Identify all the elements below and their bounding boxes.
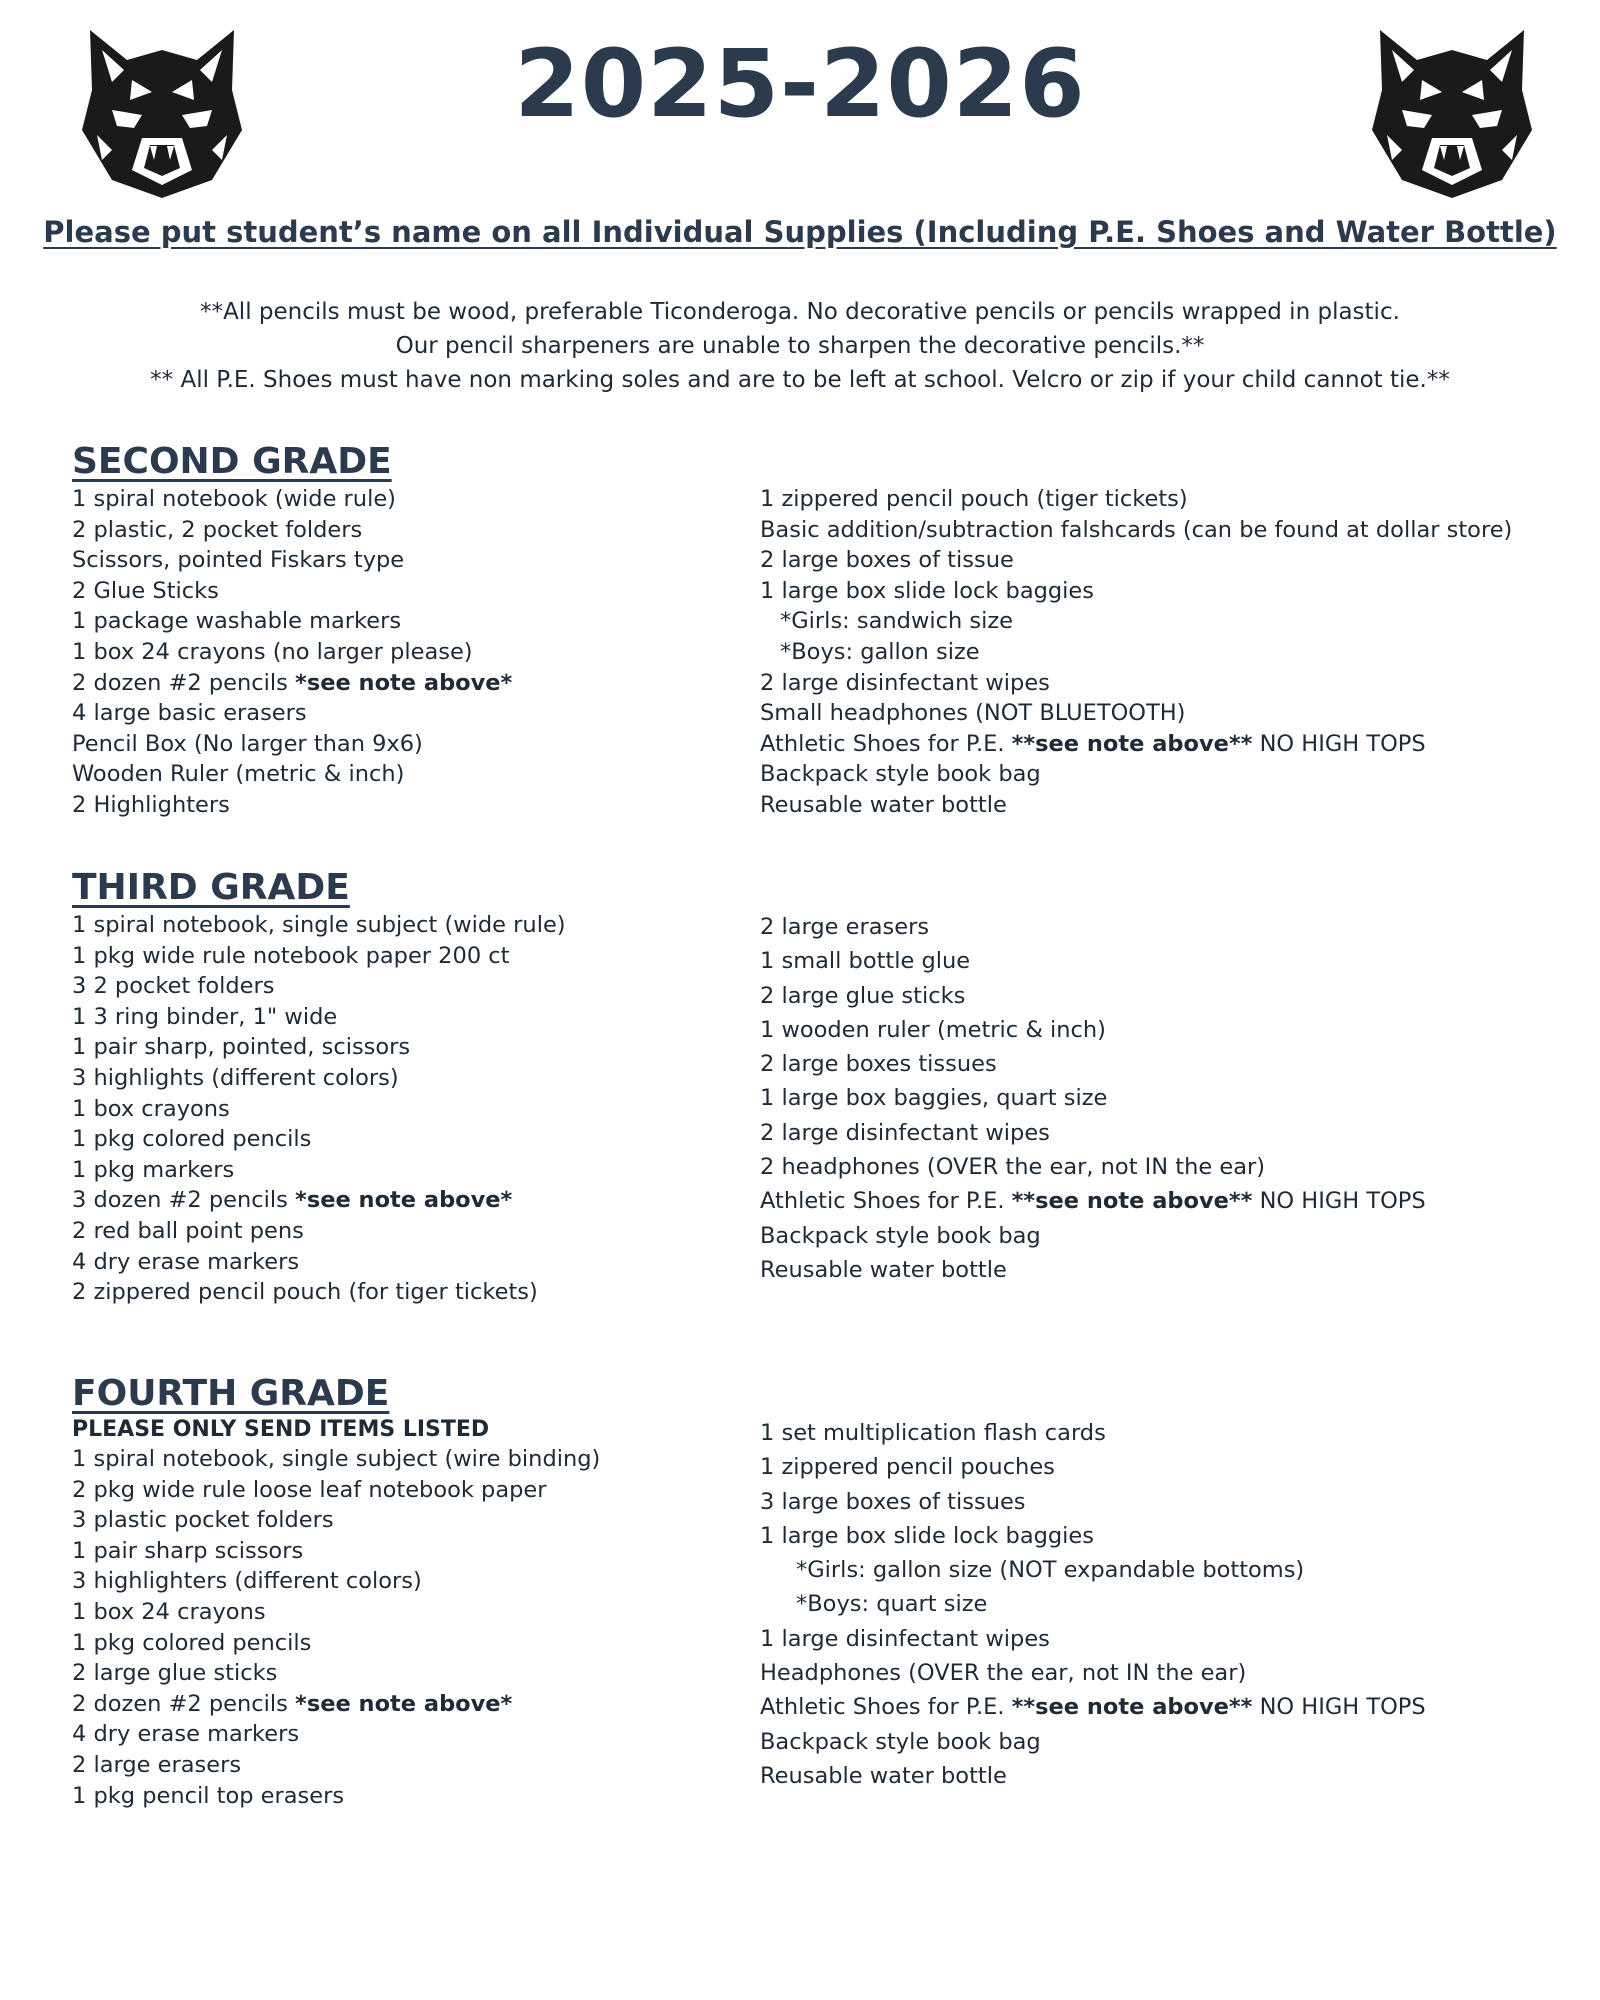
list-item: *Girls: sandwich size [780, 608, 1014, 635]
list-item: 1 box crayons [72, 1095, 230, 1122]
list-item: 2 plastic, 2 pocket folders [72, 516, 363, 543]
list-item: 1 spiral notebook (wide rule) [72, 486, 396, 512]
list-item: 4 dry erase markers [72, 1721, 300, 1748]
list-item: Athletic Shoes for P.E. **see note above** NO HIGH TOPS [760, 1694, 1426, 1721]
fourth-grade-title: FOURTH GRADE [72, 1373, 390, 1414]
second-grade-title: SECOND GRADE [72, 441, 392, 482]
list-item: 2 Glue Sticks [72, 577, 219, 604]
fourth-grade-subtitle: PLEASE ONLY SEND ITEMS LISTED [72, 1417, 490, 1442]
list-item: 2 large boxes tissues [760, 1051, 997, 1078]
second-grade-section [72, 440, 1552, 818]
list-item: 3 large boxes of tissues [760, 1488, 1026, 1515]
list-item: 1 large box slide lock baggies [760, 577, 1094, 604]
list-item: Reusable water bottle [760, 1762, 1007, 1789]
third-grade-section [72, 866, 1552, 1306]
list-item: 1 pkg colored pencils [72, 1629, 312, 1656]
list-item: 1 box 24 crayons (no larger please) [72, 638, 473, 665]
list-item: 2 large glue sticks [760, 982, 966, 1009]
note-line: **All pencils must be wood, preferable Ticonderoga. No decorative pencils or pencils wrapped in plastic. [200, 299, 1400, 325]
list-item: 2 zippered pencil pouch (for tiger tickets) [72, 1279, 538, 1306]
list-item: Headphones (OVER the ear, not IN the ear) [760, 1660, 1247, 1687]
list-item: Reusable water bottle [760, 791, 1007, 818]
list-item: *Boys: quart size [796, 1591, 988, 1618]
list-item: 2 large glue sticks [72, 1660, 278, 1687]
fourth-grade-section [72, 1372, 1552, 1809]
headline: Please put student’s name on all Individual Supplies (Including P.E. Shoes and Water Bottle) [43, 215, 1557, 249]
list-item: 4 large basic erasers [72, 700, 307, 727]
list-item: 1 pkg pencil top erasers [72, 1782, 345, 1809]
list-item: 3 highlights (different colors) [72, 1064, 399, 1091]
list-item: 2 headphones (OVER the ear, not IN the ear) [760, 1154, 1266, 1181]
note-line: Our pencil sharpeners are unable to sharpen the decorative pencils.** [395, 333, 1205, 359]
fourth-grade-left-list [72, 1444, 600, 1811]
list-item: 2 Highlighters [72, 791, 230, 818]
list-item: 2 large boxes of tissue [760, 547, 1014, 574]
list-item: 1 pkg wide rule notebook paper 200 ct [72, 942, 510, 969]
list-item: 3 2 pocket folders [72, 973, 275, 1000]
page-title: 2025-2026 [514, 30, 1086, 139]
list-item: Scissors, pointed Fiskars type [72, 547, 405, 574]
list-item: 1 pair sharp, pointed, scissors [72, 1034, 411, 1061]
list-item: 2 pkg wide rule loose leaf notebook paper [72, 1476, 547, 1503]
list-item: 2 large erasers [72, 1751, 242, 1778]
third-grade-right-list [760, 910, 1426, 1287]
list-item: 1 3 ring binder, 1" wide [72, 1003, 338, 1030]
list-item: Basic addition/subtraction falshcards (can be found at dollar store) [760, 516, 1513, 543]
list-item: 3 dozen #2 pencils *see note above* [72, 1187, 513, 1214]
list-item: 2 red ball point pens [72, 1217, 304, 1244]
list-item: 1 small bottle glue [760, 948, 971, 975]
list-item: Wooden Ruler (metric & inch) [72, 761, 405, 788]
list-item: *Boys: gallon size [780, 638, 980, 665]
list-item: Backpack style book bag [760, 761, 1041, 788]
second-grade-left-list [72, 484, 512, 821]
fourth-grade-right-list [760, 1416, 1426, 1793]
list-item: Small headphones (NOT BLUETOOTH) [760, 700, 1186, 727]
list-item: Backpack style book bag [760, 1222, 1041, 1249]
list-item: *Girls: gallon size (NOT expandable bottoms) [796, 1557, 1305, 1584]
list-item: Pencil Box (No larger than 9x6) [72, 730, 423, 757]
third-grade-left-list [72, 910, 566, 1308]
list-item: 1 pair sharp scissors [72, 1537, 304, 1564]
second-grade-right-list [760, 484, 1512, 821]
list-item: Reusable water bottle [760, 1256, 1007, 1283]
notes-block [0, 295, 1600, 397]
list-item: 1 box 24 crayons [72, 1598, 266, 1625]
list-item: Backpack style book bag [760, 1728, 1041, 1755]
list-item: 1 large box baggies, quart size [760, 1085, 1108, 1112]
list-item: 1 zippered pencil pouch (tiger tickets) [760, 486, 1188, 512]
list-item: 1 spiral notebook, single subject (wide rule) [72, 912, 566, 938]
list-item: Athletic Shoes for P.E. **see note above** NO HIGH TOPS [760, 1188, 1426, 1215]
list-item: 1 set multiplication flash cards [760, 1420, 1106, 1446]
list-item: 1 spiral notebook, single subject (wire binding) [72, 1446, 601, 1472]
third-grade-title: THIRD GRADE [72, 867, 350, 908]
list-item: 2 dozen #2 pencils *see note above* [72, 1690, 513, 1717]
list-item: 2 large disinfectant wipes [760, 669, 1050, 696]
list-item: 4 dry erase markers [72, 1248, 300, 1275]
list-item: 1 pkg colored pencils [72, 1126, 312, 1153]
list-item: 2 large disinfectant wipes [760, 1119, 1050, 1146]
list-item: 1 large box slide lock baggies [760, 1522, 1094, 1549]
list-item: 2 dozen #2 pencils *see note above* [72, 669, 513, 696]
note-line: ** All P.E. Shoes must have non marking soles and are to be left at school. Velcro or zip if your child cannot tie.** [150, 367, 1450, 393]
list-item: 3 highlighters (different colors) [72, 1568, 422, 1595]
list-item: 1 package washable markers [72, 608, 402, 635]
list-item: 2 large erasers [760, 914, 930, 940]
list-item: 3 plastic pocket folders [72, 1507, 334, 1534]
fourth-grade-left-block [72, 1416, 600, 1811]
list-item: 1 pkg markers [72, 1156, 235, 1183]
list-item: Athletic Shoes for P.E. **see note above** NO HIGH TOPS [760, 730, 1426, 757]
list-item: 1 zippered pencil pouches [760, 1454, 1055, 1481]
list-item: 1 wooden ruler (metric & inch) [760, 1016, 1106, 1043]
list-item: 1 large disinfectant wipes [760, 1625, 1050, 1652]
